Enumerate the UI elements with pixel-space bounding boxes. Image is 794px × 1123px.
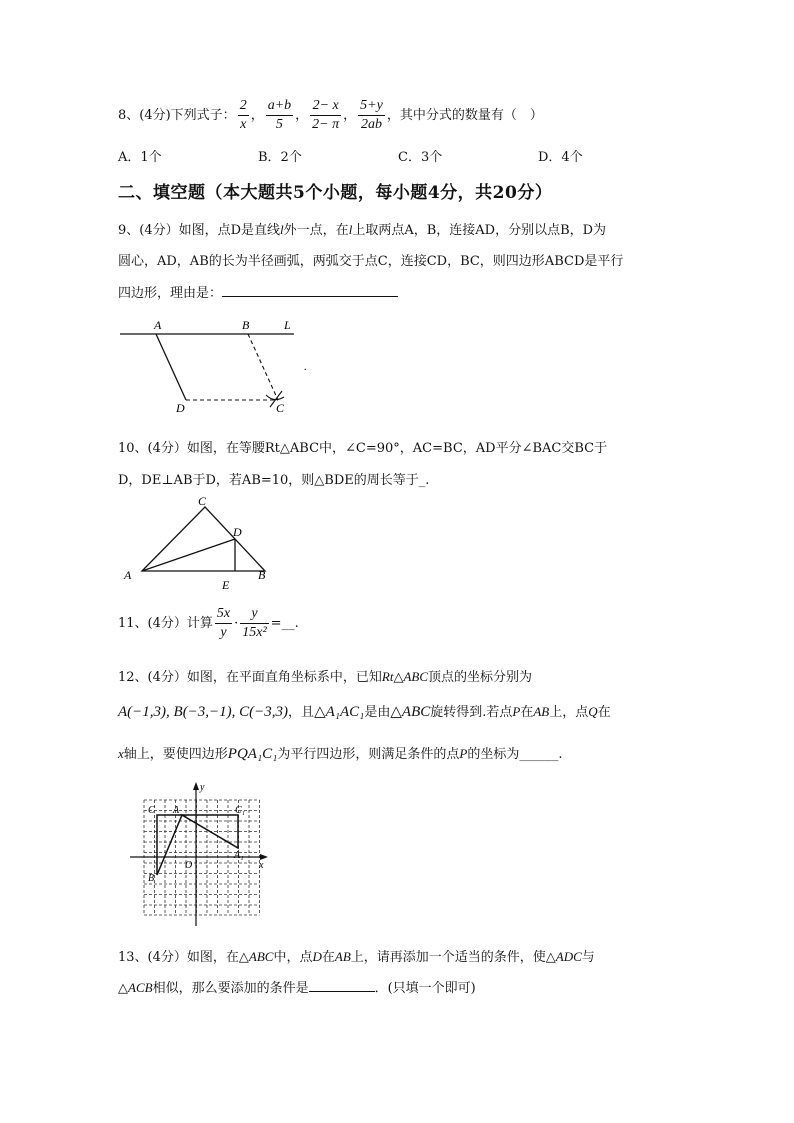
label-c: C — [276, 401, 285, 415]
label-b: B — [258, 568, 266, 582]
triangle-abc — [142, 507, 265, 571]
q11-line: 11、(4分）计算 $\frac{5x}{y}$ · $\frac{y}{\text{15x²}}$ =__. — [118, 606, 299, 640]
label-a: A — [173, 805, 180, 816]
q12-line-3: x轴上，要使四边形PQA₁C₁为平行四边形，则满足条件的点P的坐标为______. — [118, 746, 563, 762]
q10-line-2: D，DE⊥AB于D，若AB=10，则△BDE的周长等于_. — [118, 473, 430, 488]
label-d: D — [176, 401, 185, 415]
q12-coordinate-figure — [126, 778, 276, 926]
q13-answer-blank[interactable] — [309, 979, 375, 992]
section-2-heading: 二、填空题（本大题共5个小题，每小题4分，共20分） — [118, 183, 553, 203]
arc-1 — [266, 395, 284, 400]
q8-fraction-2: $\frac{a+b}{5}$ — [267, 98, 292, 132]
q11-fraction-1: $\frac{5x}{y}$ — [216, 606, 231, 640]
label-d: D — [233, 525, 242, 539]
label-a1: A₁ — [234, 850, 244, 861]
label-b: B — [148, 873, 155, 884]
label-l: L — [284, 318, 291, 332]
label-dot: . — [304, 359, 307, 373]
q8-fraction-4: $\frac{5+y}{2ab}$ — [360, 98, 383, 132]
q8-suffix: ，其中分式的数量有（ ） — [386, 108, 543, 123]
label-e: E — [222, 578, 230, 592]
q9-line-1: 9、(4分）如图，点D是直线l外一点，在l上取两点A，B，连接AD，分别以点B，D为 — [118, 222, 607, 238]
label-b: B — [242, 318, 250, 332]
label-a: A — [154, 318, 162, 332]
q8-fraction-1: $\frac{2}{x}$ — [239, 98, 247, 132]
q8-prefix: 8、(4分)下列式子： — [118, 108, 236, 123]
segment-ad — [156, 334, 186, 400]
label-o: O — [185, 860, 193, 871]
label-c: C — [198, 494, 207, 508]
q9-line-3: 四边形，理由是： — [118, 282, 398, 301]
label-x: x — [259, 860, 264, 871]
q9-answer-blank[interactable] — [222, 284, 398, 297]
label-y: y — [200, 782, 205, 793]
q9-line-2: 圆心，AD，AB的长为半径画弧，两弧交于点C，连接CD，BC，则四边形ABCD是平行 — [118, 254, 624, 269]
q8-option-d[interactable]: D．4个 — [538, 150, 583, 165]
label-c: C — [148, 805, 155, 816]
q8-option-c[interactable]: C．3个 — [398, 150, 443, 165]
y-axis-arrow — [193, 782, 199, 790]
q10-figure — [118, 493, 278, 593]
label-c1: C₁ — [235, 805, 246, 816]
segment-bc — [248, 334, 278, 400]
segment-ad — [142, 539, 235, 571]
q9-figure — [118, 315, 318, 415]
q13-line-2: △ACB相似，那么要添加的条件是 ．(只填一个即可) — [118, 980, 476, 996]
q13-line-1: 13、(4分）如图，在△ABC中，点D在AB上，请再添加一个适当的条件，使△ADC与 — [118, 949, 595, 965]
q8-fraction-3: $\frac{2- x}{2- \pi}$ — [312, 98, 340, 132]
q8-option-a[interactable]: A．1个 — [118, 150, 162, 165]
q12-line-2: A(−1,3), B(−3,−1), C(−3,3)，且△A₁AC₁是由△ABC旋转得到.若点P在AB上，点Q在 — [118, 704, 611, 720]
q12-line-1: 12、(4分）如图，在平面直角坐标系中，已知Rt△ABC顶点的坐标分别为 — [118, 669, 533, 685]
q10-line-1: 10、(4分）如图，在等腰Rt△ABC中，∠C=90°，AC=BC，AD平分∠BAC交BC于 — [118, 441, 608, 456]
q8-line: 8、(4分)下列式子： $\frac{2}{x}$ ， $\frac{a+b}{5}$ ， $\frac{2- x}{2- \pi}$ ， $\frac{5+y}{2ab}$ ，其中分式的数量有（ ） — [118, 98, 543, 132]
triangle-abc — [157, 815, 182, 875]
q8-option-b[interactable]: B．2个 — [258, 150, 302, 165]
q11-fraction-2: $\frac{y}{\text{15x²}}$ — [242, 606, 267, 640]
label-a: A — [124, 568, 132, 582]
